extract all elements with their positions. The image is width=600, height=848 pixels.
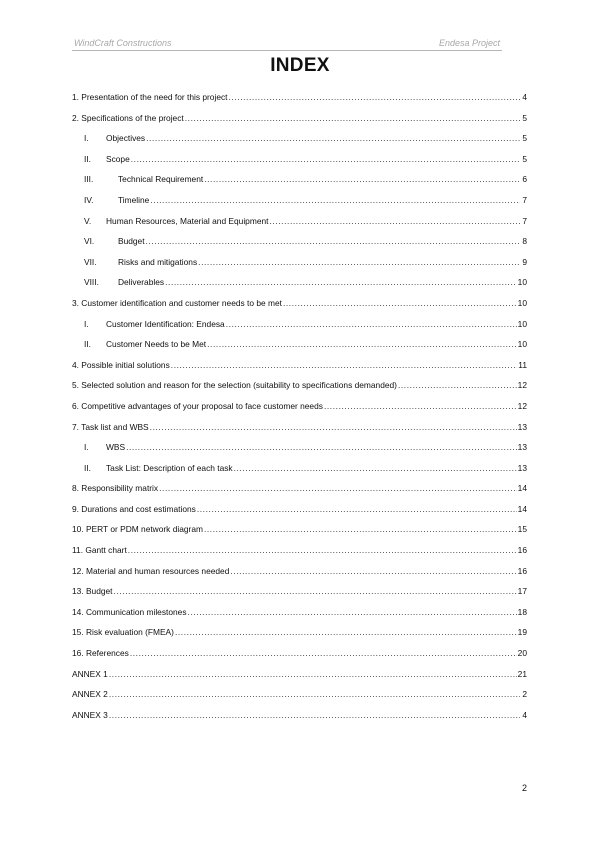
toc-entry[interactable] [72,257,527,278]
toc-entry-title: Task List: Description of each task [106,462,233,473]
toc-entry-numeral: VIII. [84,277,99,288]
dot-leader [165,277,517,287]
toc-entry[interactable] [72,277,527,298]
header-company: WindCraft Constructions [74,38,172,48]
toc-entry-title: 12. Material and human resources needed [72,565,230,576]
toc-entry[interactable] [72,360,527,381]
toc-entry-numeral: IV. [84,194,94,205]
dot-leader [230,566,516,576]
toc-entry-title: 5. Selected solution and reason for the selection (suitability to specifications demanded) [72,380,397,391]
toc-entry[interactable] [72,92,527,113]
dot-leader [128,545,517,555]
toc-entry-title: Risks and mitigations [118,256,198,267]
toc-entry-title: ANNEX 3 [72,709,108,720]
dot-leader [150,422,517,432]
toc-entry[interactable] [72,627,527,648]
toc-entry-numeral: II. [84,462,91,473]
toc-entry-title: Human Resources, Material and Equipment [106,215,269,226]
dot-leader [126,442,517,452]
toc-entry-title: 13. Budget [72,586,113,597]
dot-leader [204,174,520,184]
toc-entry[interactable] [72,339,527,360]
toc-entry-page: 13 [517,462,527,473]
toc-entry[interactable] [72,463,527,484]
dot-leader [146,236,520,246]
toc-entry[interactable] [72,483,527,504]
toc-entry-page: 10 [517,297,527,308]
toc-entry-page: 8 [522,236,527,247]
toc-entry-numeral: II. [84,153,91,164]
page-number: 2 [522,783,528,793]
dot-leader [109,669,517,679]
toc-entry-page: 10 [517,318,527,329]
header-project: Endesa Project [438,38,500,48]
dot-leader [198,257,520,267]
toc-entry[interactable] [72,236,527,257]
toc-entry-numeral: VII. [84,256,97,267]
dot-leader [131,154,520,164]
toc-entry-title: Customer Identification: Endesa [106,318,225,329]
dot-leader [171,360,518,370]
toc-entry-title: Budget [118,236,145,247]
toc-entry-page: 13 [517,421,527,432]
toc-entry-title: 10. PERT or PDM network diagram [72,524,203,535]
dot-leader [398,380,517,390]
toc-entry-title: Technical Requirement [118,174,204,185]
toc-entry-page: 12 [517,400,527,411]
toc-entry-page: 2 [522,689,527,700]
toc-entry-page: 5 [522,133,527,144]
dot-leader [188,607,517,617]
toc-entry-title: Customer Needs to be Met [106,339,207,350]
toc-entry-title: 16. References [72,648,129,659]
dot-leader [130,648,517,658]
toc-entry-page: 18 [517,606,527,617]
toc-entry[interactable] [72,566,527,587]
toc-entry[interactable] [72,586,527,607]
toc-entry-page: 19 [517,627,527,638]
page-title: INDEX [270,55,330,76]
toc-entry-page: 7 [522,194,527,205]
dot-leader [109,710,520,720]
toc-entry-page: 16 [517,545,527,556]
toc-entry-page: 21 [517,668,527,679]
dot-leader [269,216,520,226]
toc-entry-title: ANNEX 2 [72,689,108,700]
toc-entry[interactable] [72,422,527,443]
toc-entry[interactable] [72,195,527,216]
toc-entry-title: 15. Risk evaluation (FMEA) [72,627,174,638]
toc-entry-page: 5 [522,112,527,123]
toc-entry-title: 1. Presentation of the need for this project [72,92,228,102]
toc-entry-page: 14 [517,503,527,514]
toc-entry-page: 7 [522,215,527,226]
toc-entry[interactable] [72,669,527,690]
toc-entry[interactable] [72,113,527,134]
running-header [72,38,502,51]
toc-entry-title: ANNEX 1 [72,668,108,679]
toc-entry-page: 4 [522,92,527,102]
toc-entry-numeral: I. [84,318,89,329]
toc-entry-page: 4 [522,709,527,720]
toc-entry[interactable] [72,442,527,463]
toc-entry-numeral: I. [84,442,89,453]
toc-entry-page: 14 [517,483,527,494]
toc-entry-numeral: II. [84,339,91,350]
toc-entry-title: 7. Task list and WBS [72,421,149,432]
dot-leader [204,524,517,534]
toc-entry-page: 10 [517,277,527,288]
toc-entry-title: 6. Competitive advantages of your proposal to face customer needs [72,400,323,411]
toc-entry-numeral: V. [84,215,92,226]
toc-entry[interactable] [72,154,527,175]
dot-leader [229,92,521,102]
toc-entry-page: 6 [522,174,527,185]
toc-entry-page: 5 [522,153,527,164]
toc-entry-numeral: VI. [84,236,95,247]
toc-entry[interactable] [72,133,527,154]
toc-entry-title: WBS [106,442,126,453]
toc-entry[interactable] [72,319,527,340]
dot-leader [175,627,517,637]
toc-entry[interactable] [72,174,527,195]
toc-entry-title: Deliverables [118,277,165,288]
dot-leader [283,298,517,308]
dot-leader [234,463,517,473]
toc-entry[interactable] [72,607,527,628]
dot-leader [114,586,517,596]
toc-entry-numeral: III. [84,174,94,185]
toc-entry-title: 11. Gantt chart [72,545,127,556]
toc-entry-title: 8. Responsibility matrix [72,483,159,494]
toc-entry-title: Objectives [106,133,146,144]
toc-entry-page: 11 [518,359,527,370]
toc-entry[interactable] [72,216,527,237]
dot-leader [207,339,517,349]
toc-entry-title: Timeline [118,194,150,205]
toc-entry-title: 4. Possible initial solutions [72,359,170,370]
toc-entry-page: 12 [517,380,527,391]
toc-entry[interactable] [72,648,527,669]
dot-leader [159,483,517,493]
toc-entry-title: 2. Specifications of the project [72,112,184,123]
toc-entry-page: 17 [517,586,527,597]
toc-entry[interactable] [72,524,527,545]
toc-entry-title: 9. Durations and cost estimations [72,503,196,514]
toc-entry[interactable] [72,710,527,731]
dot-leader [150,195,520,205]
toc-entry[interactable] [72,689,527,710]
toc-entry[interactable] [72,504,527,525]
toc-entry[interactable] [72,401,527,422]
toc-entry[interactable] [72,298,527,319]
dot-leader [185,113,520,123]
toc-entry-page: 9 [522,256,527,267]
toc-entry-title: 14. Communication milestones [72,606,187,617]
toc-entry-numeral: I. [84,133,89,144]
toc-entry[interactable] [72,380,527,401]
toc-entry-title: Scope [106,153,130,164]
toc-entry-title: 3. Customer identification and customer needs to be met [72,297,282,308]
dot-leader [109,689,520,699]
toc-entry-page: 20 [517,648,527,659]
table-of-contents [72,92,527,730]
dot-leader [197,504,517,514]
dot-leader [226,319,517,329]
toc-entry[interactable] [72,545,527,566]
dot-leader [324,401,517,411]
dot-leader [146,133,520,143]
toc-entry-page: 10 [517,339,527,350]
toc-entry-page: 15 [517,524,527,535]
toc-entry-page: 16 [517,565,527,576]
toc-entry-page: 13 [517,442,527,453]
